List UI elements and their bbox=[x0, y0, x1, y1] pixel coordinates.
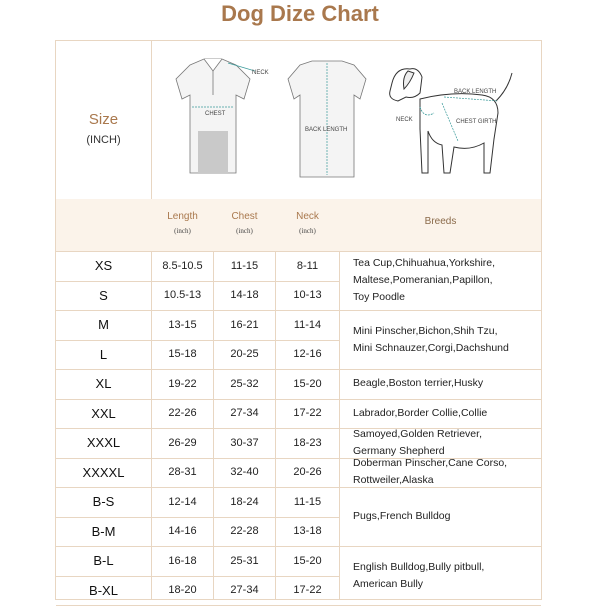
cell-size: M bbox=[98, 317, 109, 333]
cell-length: 19-22 bbox=[168, 377, 197, 390]
breed-cell bbox=[353, 559, 539, 593]
cell-chest: 20-25 bbox=[230, 348, 259, 361]
cell-length: 22-26 bbox=[168, 407, 197, 420]
cell-size: XXL bbox=[91, 405, 116, 421]
cell-neck: 17-22 bbox=[293, 584, 322, 597]
cell-chest: 14-18 bbox=[230, 289, 259, 302]
cell-chest: 27-34 bbox=[230, 407, 259, 420]
back-length-label: BACK LENGTH bbox=[305, 127, 348, 133]
breed-line: American Bully bbox=[353, 577, 424, 590]
cell-size: XL bbox=[95, 376, 112, 392]
breed-line: Beagle,Boston terrier,Husky bbox=[353, 377, 484, 390]
cell-neck: 12-16 bbox=[293, 348, 322, 361]
cell-length: 13-15 bbox=[168, 318, 197, 331]
dog-chest-girth-label: CHEST GIRTH bbox=[456, 119, 497, 125]
cell-chest: 30-37 bbox=[230, 436, 259, 449]
cell-length: 28-31 bbox=[168, 466, 197, 479]
cell-size: B-M bbox=[91, 523, 116, 539]
breed-line: Toy Poodle bbox=[353, 291, 405, 303]
cell-neck: 11-15 bbox=[293, 495, 322, 508]
breed-cell bbox=[353, 455, 539, 489]
cell-chest: 11-15 bbox=[230, 259, 259, 272]
header-length bbox=[152, 199, 213, 251]
cell-size: XXXXL bbox=[82, 464, 125, 480]
breed-line: Labrador,Border Collie,Collie bbox=[353, 406, 488, 419]
cell-length: 18-20 bbox=[168, 584, 197, 597]
cell-length: 10.5-13 bbox=[163, 289, 202, 302]
breed-cell bbox=[353, 375, 539, 392]
neck-label: NECK bbox=[252, 70, 269, 76]
breed-line: Doberman Pinscher,Cane Corso, bbox=[353, 457, 508, 470]
size-heading: Size bbox=[88, 111, 119, 128]
header-label: Breeds bbox=[424, 216, 457, 227]
cell-chest: 22-28 bbox=[230, 525, 259, 538]
cell-neck: 15-20 bbox=[293, 554, 322, 567]
breed-cell bbox=[353, 255, 539, 306]
cell-size: S bbox=[99, 287, 108, 303]
cell-neck: 17-22 bbox=[293, 407, 322, 420]
cell-neck: 13-18 bbox=[293, 525, 322, 538]
breed-line: Mini Pinscher,Bichon,Shih Tzu, bbox=[353, 324, 498, 337]
cell-neck: 11-14 bbox=[293, 318, 322, 331]
cell-length: 12-14 bbox=[168, 495, 197, 508]
cell-length: 16-18 bbox=[168, 554, 197, 567]
header-unit: (inch) bbox=[236, 227, 253, 235]
cell-length: 26-29 bbox=[168, 436, 197, 449]
cell-neck: 18-23 bbox=[293, 436, 322, 449]
breed-line: Rottweiler,Alaska bbox=[353, 474, 434, 487]
cell-length: 14-16 bbox=[168, 525, 197, 538]
cell-size: L bbox=[99, 346, 108, 362]
cell-chest: 16-21 bbox=[230, 318, 259, 331]
breed-cell bbox=[353, 508, 539, 525]
cell-size: XXXL bbox=[86, 435, 121, 451]
header-label: Length bbox=[167, 211, 198, 222]
size-unit: (INCH) bbox=[86, 134, 121, 146]
chart-title: Dog Dize Chart bbox=[221, 1, 379, 26]
header-unit: (inch) bbox=[174, 227, 191, 235]
cell-chest: 27-34 bbox=[230, 584, 259, 597]
header-neck bbox=[276, 199, 339, 251]
header-chest bbox=[214, 199, 275, 251]
breed-line: English Bulldog,Bully pitbull, bbox=[353, 560, 485, 573]
breed-line: Germany Shepherd bbox=[353, 444, 445, 457]
header-label: Chest bbox=[231, 211, 258, 222]
cell-size: B-XL bbox=[89, 582, 118, 598]
measurement-illustration bbox=[152, 43, 541, 198]
cell-neck: 20-26 bbox=[293, 466, 322, 479]
dog-neck-label: NECK bbox=[396, 117, 413, 123]
cell-chest: 32-40 bbox=[230, 466, 259, 479]
breed-line: Mini Schnauzer,Corgi,Dachshund bbox=[353, 341, 509, 354]
breed-cell bbox=[353, 323, 539, 357]
cell-size: B-L bbox=[93, 553, 114, 569]
cell-length: 15-18 bbox=[168, 348, 197, 361]
cell-size: B-S bbox=[92, 494, 115, 510]
cell-chest: 18-24 bbox=[230, 495, 259, 508]
breed-line: Maltese,Pomeranian,Papillon, bbox=[353, 274, 493, 286]
cell-neck: 8-11 bbox=[296, 259, 319, 272]
cell-chest: 25-31 bbox=[230, 554, 259, 567]
size-chart-table bbox=[55, 40, 542, 600]
cell-length: 8.5-10.5 bbox=[162, 259, 203, 272]
chest-label: CHEST bbox=[205, 111, 226, 117]
cell-chest: 25-32 bbox=[230, 377, 259, 390]
cell-neck: 15-20 bbox=[293, 377, 322, 390]
breed-cell bbox=[353, 405, 539, 422]
header-label: Neck bbox=[296, 211, 319, 222]
breed-line: Pugs,French Bulldog bbox=[353, 510, 451, 522]
header-unit: (inch) bbox=[299, 227, 316, 235]
cell-neck: 10-13 bbox=[293, 289, 322, 302]
breed-line: Samoyed,Golden Retriever, bbox=[353, 427, 482, 440]
dog-back-length-label: BACK LENGTH bbox=[454, 89, 497, 95]
breed-line: Tea Cup,Chihuahua,Yorkshire, bbox=[353, 257, 496, 269]
cell-size: XS bbox=[94, 258, 113, 274]
header-breeds bbox=[340, 199, 541, 251]
